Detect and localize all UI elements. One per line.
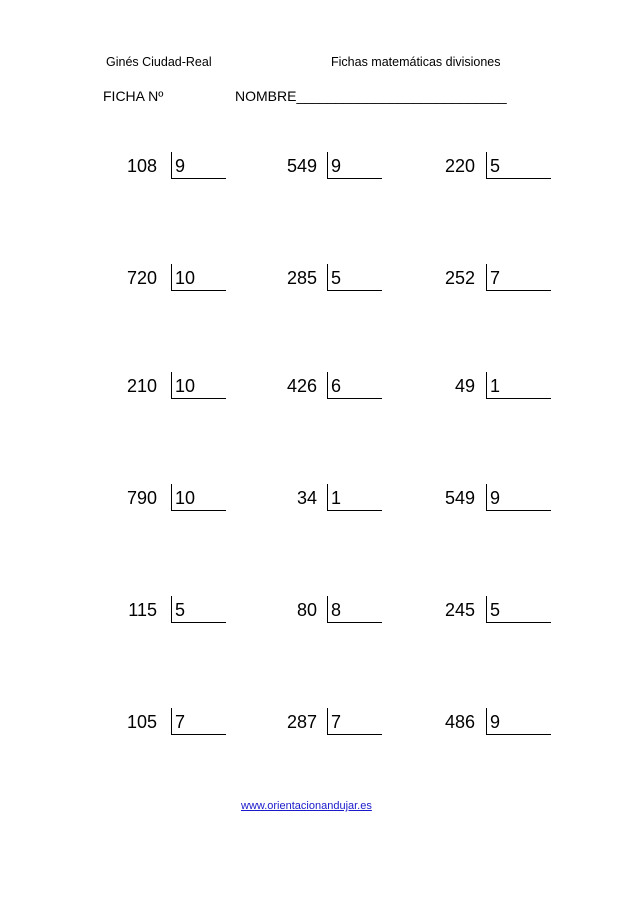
division-problem bbox=[0, 482, 638, 516]
divisor: 5 bbox=[331, 268, 342, 288]
divisor: 6 bbox=[331, 376, 342, 396]
dividend: 115 bbox=[128, 600, 157, 620]
worksheet-subject: Fichas matemáticas divisiones bbox=[331, 55, 501, 69]
divisor: 8 bbox=[331, 600, 342, 620]
divisor: 10 bbox=[175, 488, 196, 508]
divisor: 10 bbox=[175, 268, 196, 288]
dividend: 486 bbox=[444, 712, 475, 732]
divisor: 9 bbox=[175, 156, 186, 176]
divisor: 7 bbox=[490, 268, 501, 288]
division-problem bbox=[0, 370, 638, 404]
dividend: 426 bbox=[286, 376, 317, 396]
divisor: 9 bbox=[490, 712, 501, 732]
dividend: 287 bbox=[286, 712, 317, 732]
division-problem bbox=[0, 706, 638, 740]
dividend: 80 bbox=[296, 600, 317, 620]
dividend: 549 bbox=[444, 488, 475, 508]
divisor: 9 bbox=[331, 156, 342, 176]
divisor: 9 bbox=[490, 488, 501, 508]
dividend: 790 bbox=[126, 488, 157, 508]
author-name: Ginés Ciudad-Real bbox=[106, 55, 212, 69]
name-field-label: NOMBRE___________________________ bbox=[235, 88, 507, 104]
dividend: 720 bbox=[126, 268, 157, 288]
divisor: 10 bbox=[175, 376, 196, 396]
dividend: 49 bbox=[454, 376, 475, 396]
divisor: 5 bbox=[490, 156, 501, 176]
divisor: 7 bbox=[331, 712, 342, 732]
division-problem bbox=[0, 262, 638, 296]
dividend: 220 bbox=[444, 156, 475, 176]
division-problem bbox=[0, 150, 638, 184]
division-problem bbox=[0, 594, 638, 628]
website-link[interactable]: www.orientacionandujar.es bbox=[241, 800, 372, 812]
dividend: 252 bbox=[444, 268, 475, 288]
dividend: 245 bbox=[444, 600, 475, 620]
dividend: 108 bbox=[126, 156, 157, 176]
dividend: 105 bbox=[126, 712, 157, 732]
divisor: 1 bbox=[331, 488, 342, 508]
ficha-number-label: FICHA Nº bbox=[103, 88, 164, 104]
divisor: 1 bbox=[490, 376, 501, 396]
divisor: 5 bbox=[490, 600, 501, 620]
dividend: 285 bbox=[286, 268, 317, 288]
dividend: 34 bbox=[296, 488, 317, 508]
divisor: 7 bbox=[175, 712, 186, 732]
dividend: 549 bbox=[286, 156, 317, 176]
divisor: 5 bbox=[175, 600, 186, 620]
dividend: 210 bbox=[126, 376, 157, 396]
